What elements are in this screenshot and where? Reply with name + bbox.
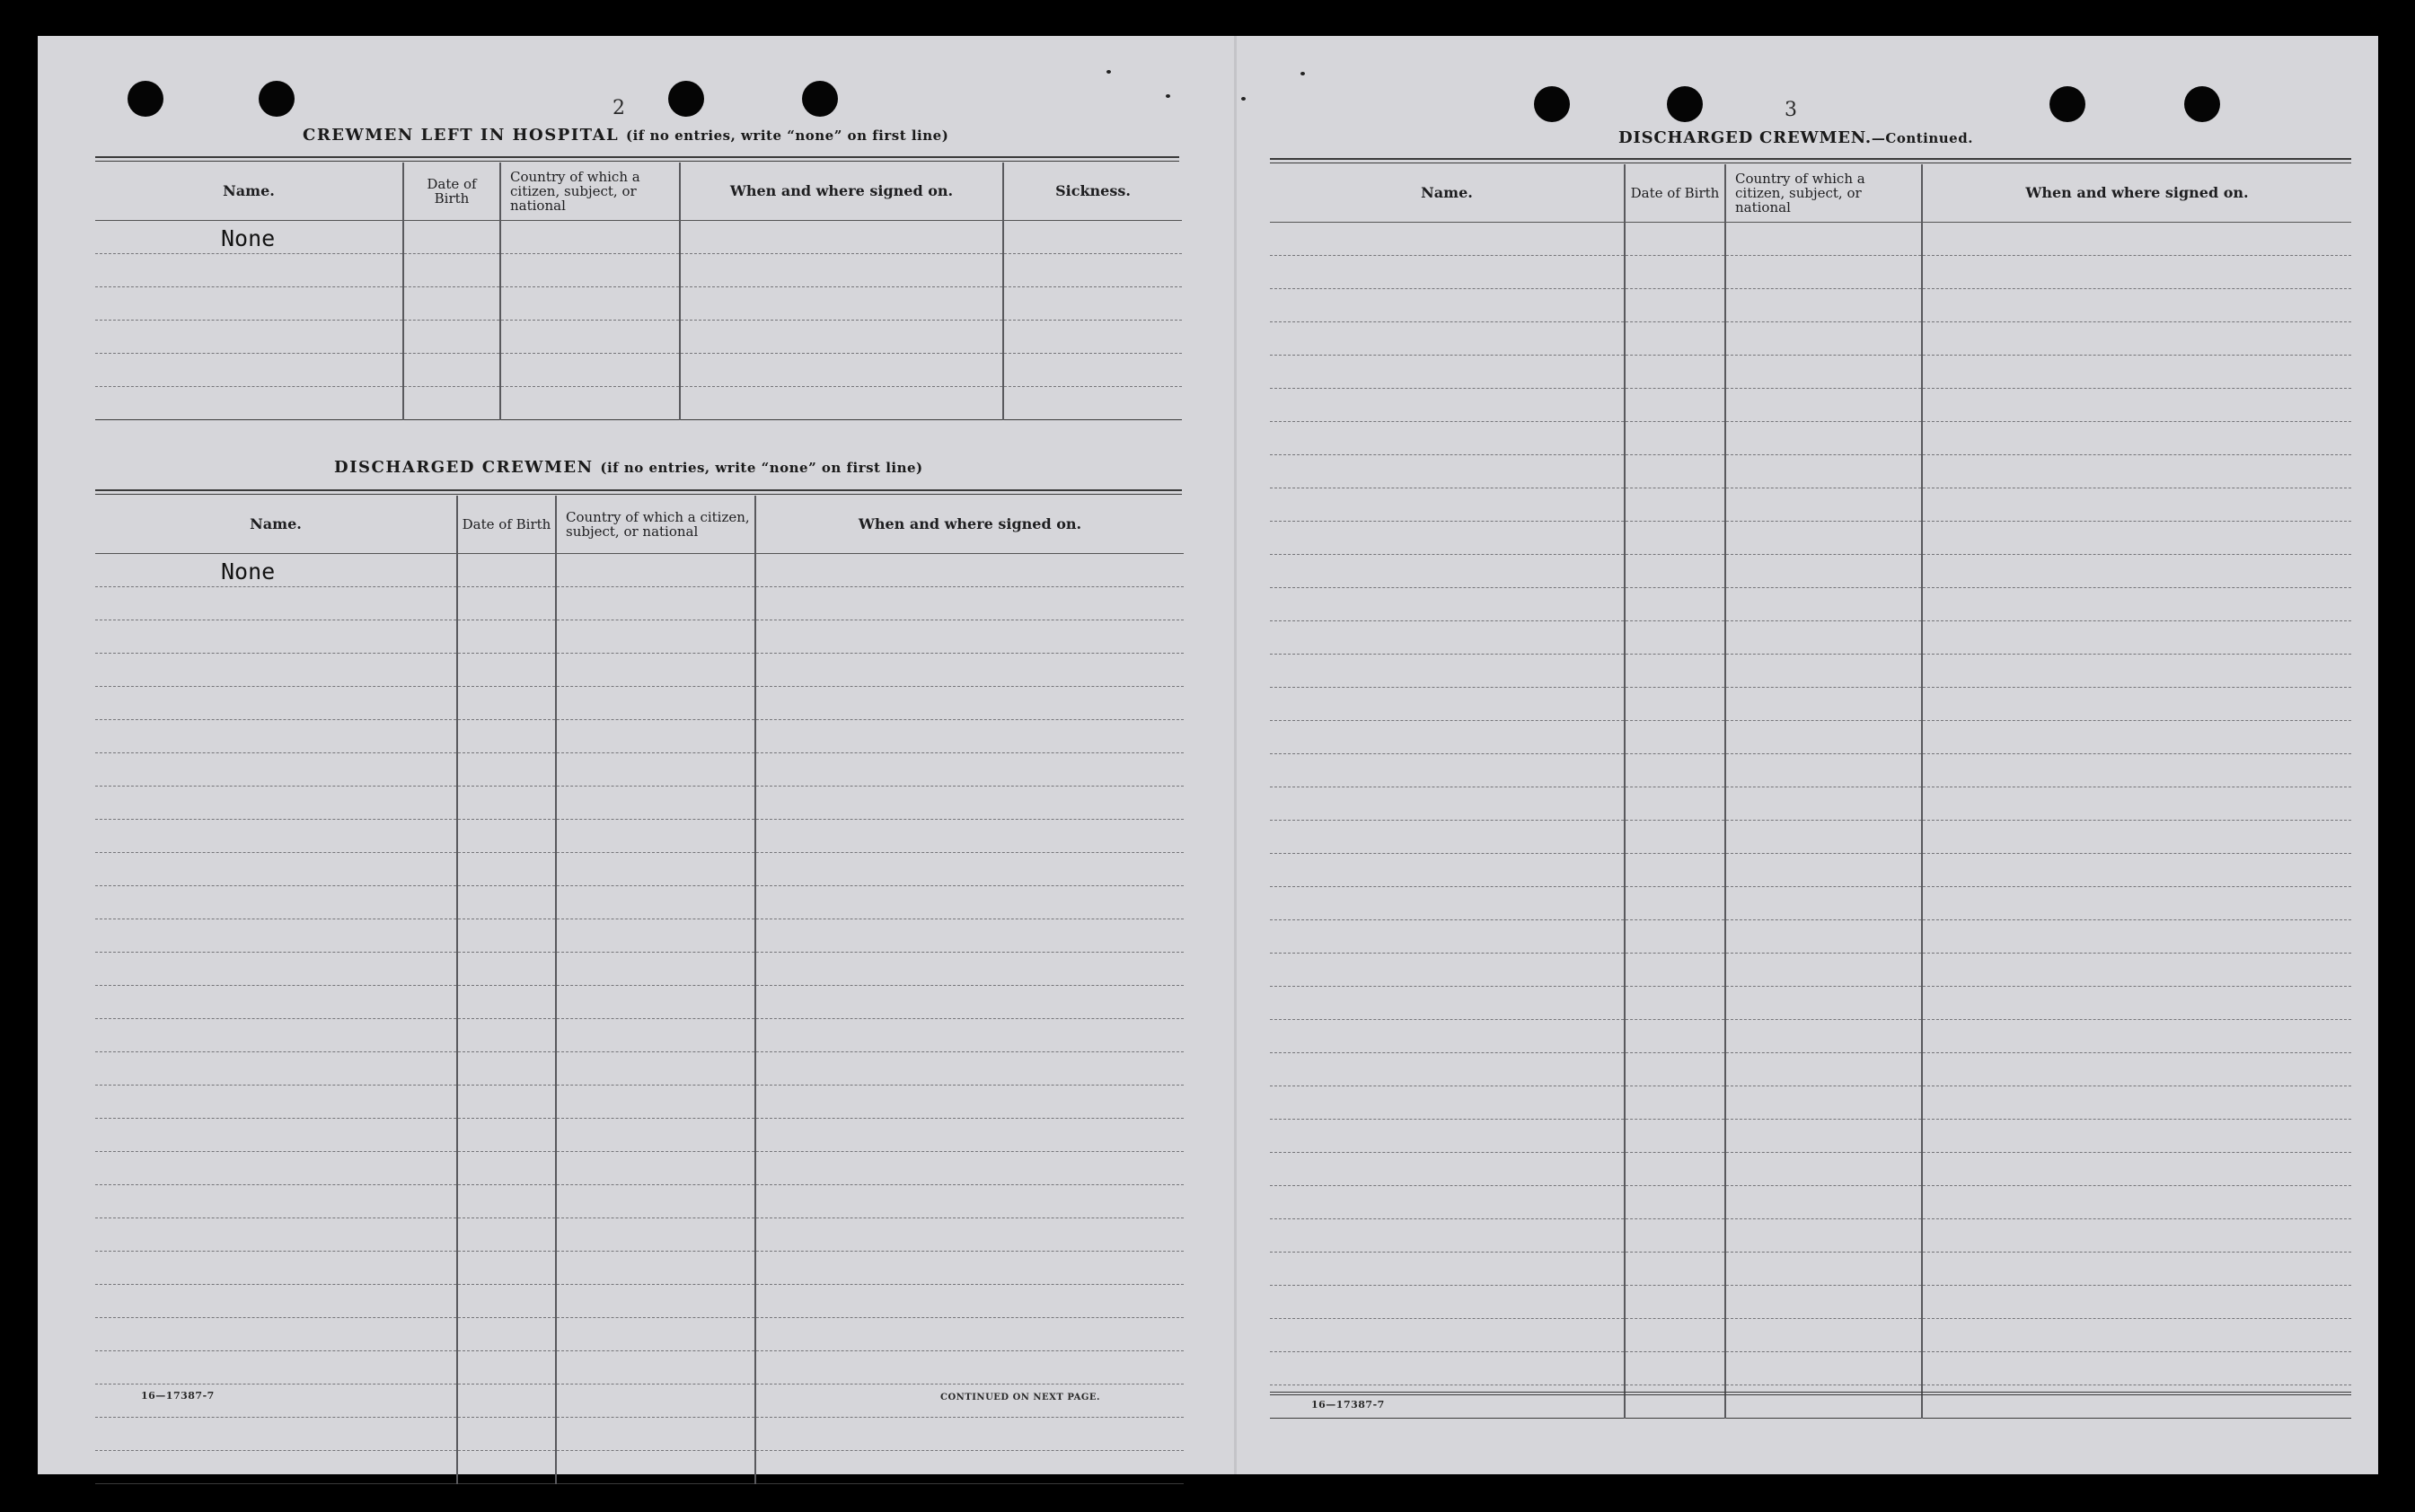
col-dob: Date of Birth — [1625, 164, 1725, 222]
table-row — [95, 320, 1182, 353]
discharged-continued-table — [1270, 164, 2351, 1419]
table-row — [1270, 587, 2351, 620]
table-row — [95, 1151, 1184, 1184]
ink-speck — [1166, 94, 1170, 98]
punch-hole — [2184, 86, 2220, 122]
table-row — [1270, 255, 2351, 288]
col-country: Country of which a citizen, subject, or national — [1725, 164, 1922, 222]
table-row — [1270, 753, 2351, 787]
table-row — [1270, 853, 2351, 886]
hospital-table — [95, 163, 1182, 420]
col-country: Country of which a citizen, subject, or national — [500, 163, 680, 220]
hospital-title-note: (if no entries, write “none” on first line) — [626, 127, 949, 144]
table-row — [1270, 321, 2351, 355]
punch-hole — [802, 81, 838, 117]
table-row — [95, 353, 1182, 386]
continued-note: CONTINUED ON NEXT PAGE. — [940, 1393, 1101, 1402]
table-row — [1270, 421, 2351, 454]
punch-hole — [1667, 86, 1703, 122]
table-row — [1270, 288, 2351, 321]
table-row — [95, 1118, 1184, 1151]
hospital-title: CREWMEN LEFT IN HOSPITAL — [303, 126, 620, 145]
form-code: 16—17387-7 — [1311, 1399, 1385, 1411]
table-row — [95, 819, 1184, 852]
col-signed: When and where signed on. — [680, 163, 1003, 220]
table-row — [1270, 886, 2351, 919]
ink-speck — [1300, 72, 1305, 75]
col-dob: Date of Birth — [403, 163, 500, 220]
table-row — [1270, 1086, 2351, 1119]
table-row — [95, 1417, 1184, 1450]
name-cell — [95, 220, 403, 253]
table-row — [95, 620, 1184, 653]
table-row — [1270, 355, 2351, 388]
ink-speck — [1106, 70, 1111, 74]
table-row — [95, 952, 1184, 985]
table-row — [95, 1350, 1184, 1384]
table-row — [1270, 654, 2351, 687]
table-row — [95, 1018, 1184, 1051]
punch-hole — [128, 81, 163, 117]
table-row — [95, 752, 1184, 786]
table-row — [1270, 953, 2351, 986]
table-row — [95, 686, 1184, 719]
table-row — [95, 220, 1182, 253]
table-row — [95, 985, 1184, 1018]
table-row — [1270, 787, 2351, 820]
table-row — [95, 1085, 1184, 1118]
hospital-top-rule — [95, 156, 1179, 162]
table-row — [1270, 488, 2351, 521]
right-section-title — [1618, 128, 1973, 147]
col-dob: Date of Birth — [457, 496, 556, 553]
form-code: 16—17387-7 — [141, 1390, 215, 1402]
discharged-section-title — [334, 458, 923, 477]
entry-none: None — [221, 224, 276, 251]
discharged-table — [95, 496, 1184, 1484]
table-row — [95, 1450, 1184, 1483]
table-row — [1270, 1218, 2351, 1252]
page-number: 3 — [1785, 99, 1797, 121]
right-top-rule — [1270, 158, 2351, 163]
table-row — [95, 1051, 1184, 1085]
col-signed: When and where signed on. — [755, 496, 1184, 553]
discharged-title-note: (if no entries, write “none” on first line) — [600, 460, 923, 476]
col-name: Name. — [1270, 164, 1625, 222]
entry-none: None — [221, 558, 276, 585]
col-country: Country of which a citizen, subject, or national — [556, 496, 755, 553]
punch-hole — [259, 81, 295, 117]
punch-hole — [1534, 86, 1570, 122]
table-row — [1270, 820, 2351, 853]
table-row — [95, 786, 1184, 819]
table-row — [1270, 1152, 2351, 1185]
col-name: Name. — [95, 163, 403, 220]
name-cell — [95, 553, 457, 586]
table-row — [1270, 554, 2351, 587]
table-row — [1270, 687, 2351, 720]
discharged-top-rule — [95, 489, 1182, 495]
table-row — [1270, 1385, 2351, 1418]
table-row — [1270, 454, 2351, 488]
table-row — [1270, 720, 2351, 753]
table-row — [95, 1251, 1184, 1284]
table-row — [95, 553, 1184, 586]
table-row — [1270, 521, 2351, 554]
table-row — [1270, 1185, 2351, 1218]
table-row — [95, 885, 1184, 919]
table-row — [1270, 919, 2351, 953]
table-row — [1270, 388, 2351, 421]
col-name: Name. — [95, 496, 457, 553]
right-title: DISCHARGED CREWMEN. — [1618, 128, 1872, 147]
table-row — [1270, 986, 2351, 1019]
page-number: 2 — [613, 97, 625, 119]
table-row — [1270, 1351, 2351, 1385]
table-row — [95, 586, 1184, 620]
table-row — [1270, 1052, 2351, 1086]
table-row — [1270, 1252, 2351, 1285]
table-row — [1270, 1119, 2351, 1152]
table-row — [1270, 620, 2351, 654]
col-signed: When and where signed on. — [1922, 164, 2351, 222]
hospital-section-title — [303, 126, 948, 145]
form-sheet — [38, 36, 2378, 1474]
table-row — [1270, 1019, 2351, 1052]
punch-hole — [2049, 86, 2085, 122]
table-row — [95, 653, 1184, 686]
page-fold — [1234, 36, 1237, 1474]
right-bottom-rule — [1270, 1392, 2351, 1395]
table-row — [95, 253, 1182, 286]
col-sickness: Sickness. — [1003, 163, 1182, 220]
table-row — [1270, 1318, 2351, 1351]
table-row — [95, 1284, 1184, 1317]
table-row — [1270, 1285, 2351, 1318]
table-row — [95, 1218, 1184, 1251]
table-row — [95, 719, 1184, 752]
ink-speck — [1241, 97, 1246, 101]
table-row — [95, 386, 1182, 419]
table-row — [95, 1317, 1184, 1350]
discharged-title: DISCHARGED CREWMEN — [334, 458, 594, 477]
table-row — [95, 919, 1184, 952]
table-row — [1270, 222, 2351, 255]
table-row — [95, 1184, 1184, 1218]
table-row — [95, 852, 1184, 885]
table-row — [95, 286, 1182, 320]
right-title-suffix: —Continued. — [1871, 130, 1973, 146]
punch-hole — [668, 81, 704, 117]
